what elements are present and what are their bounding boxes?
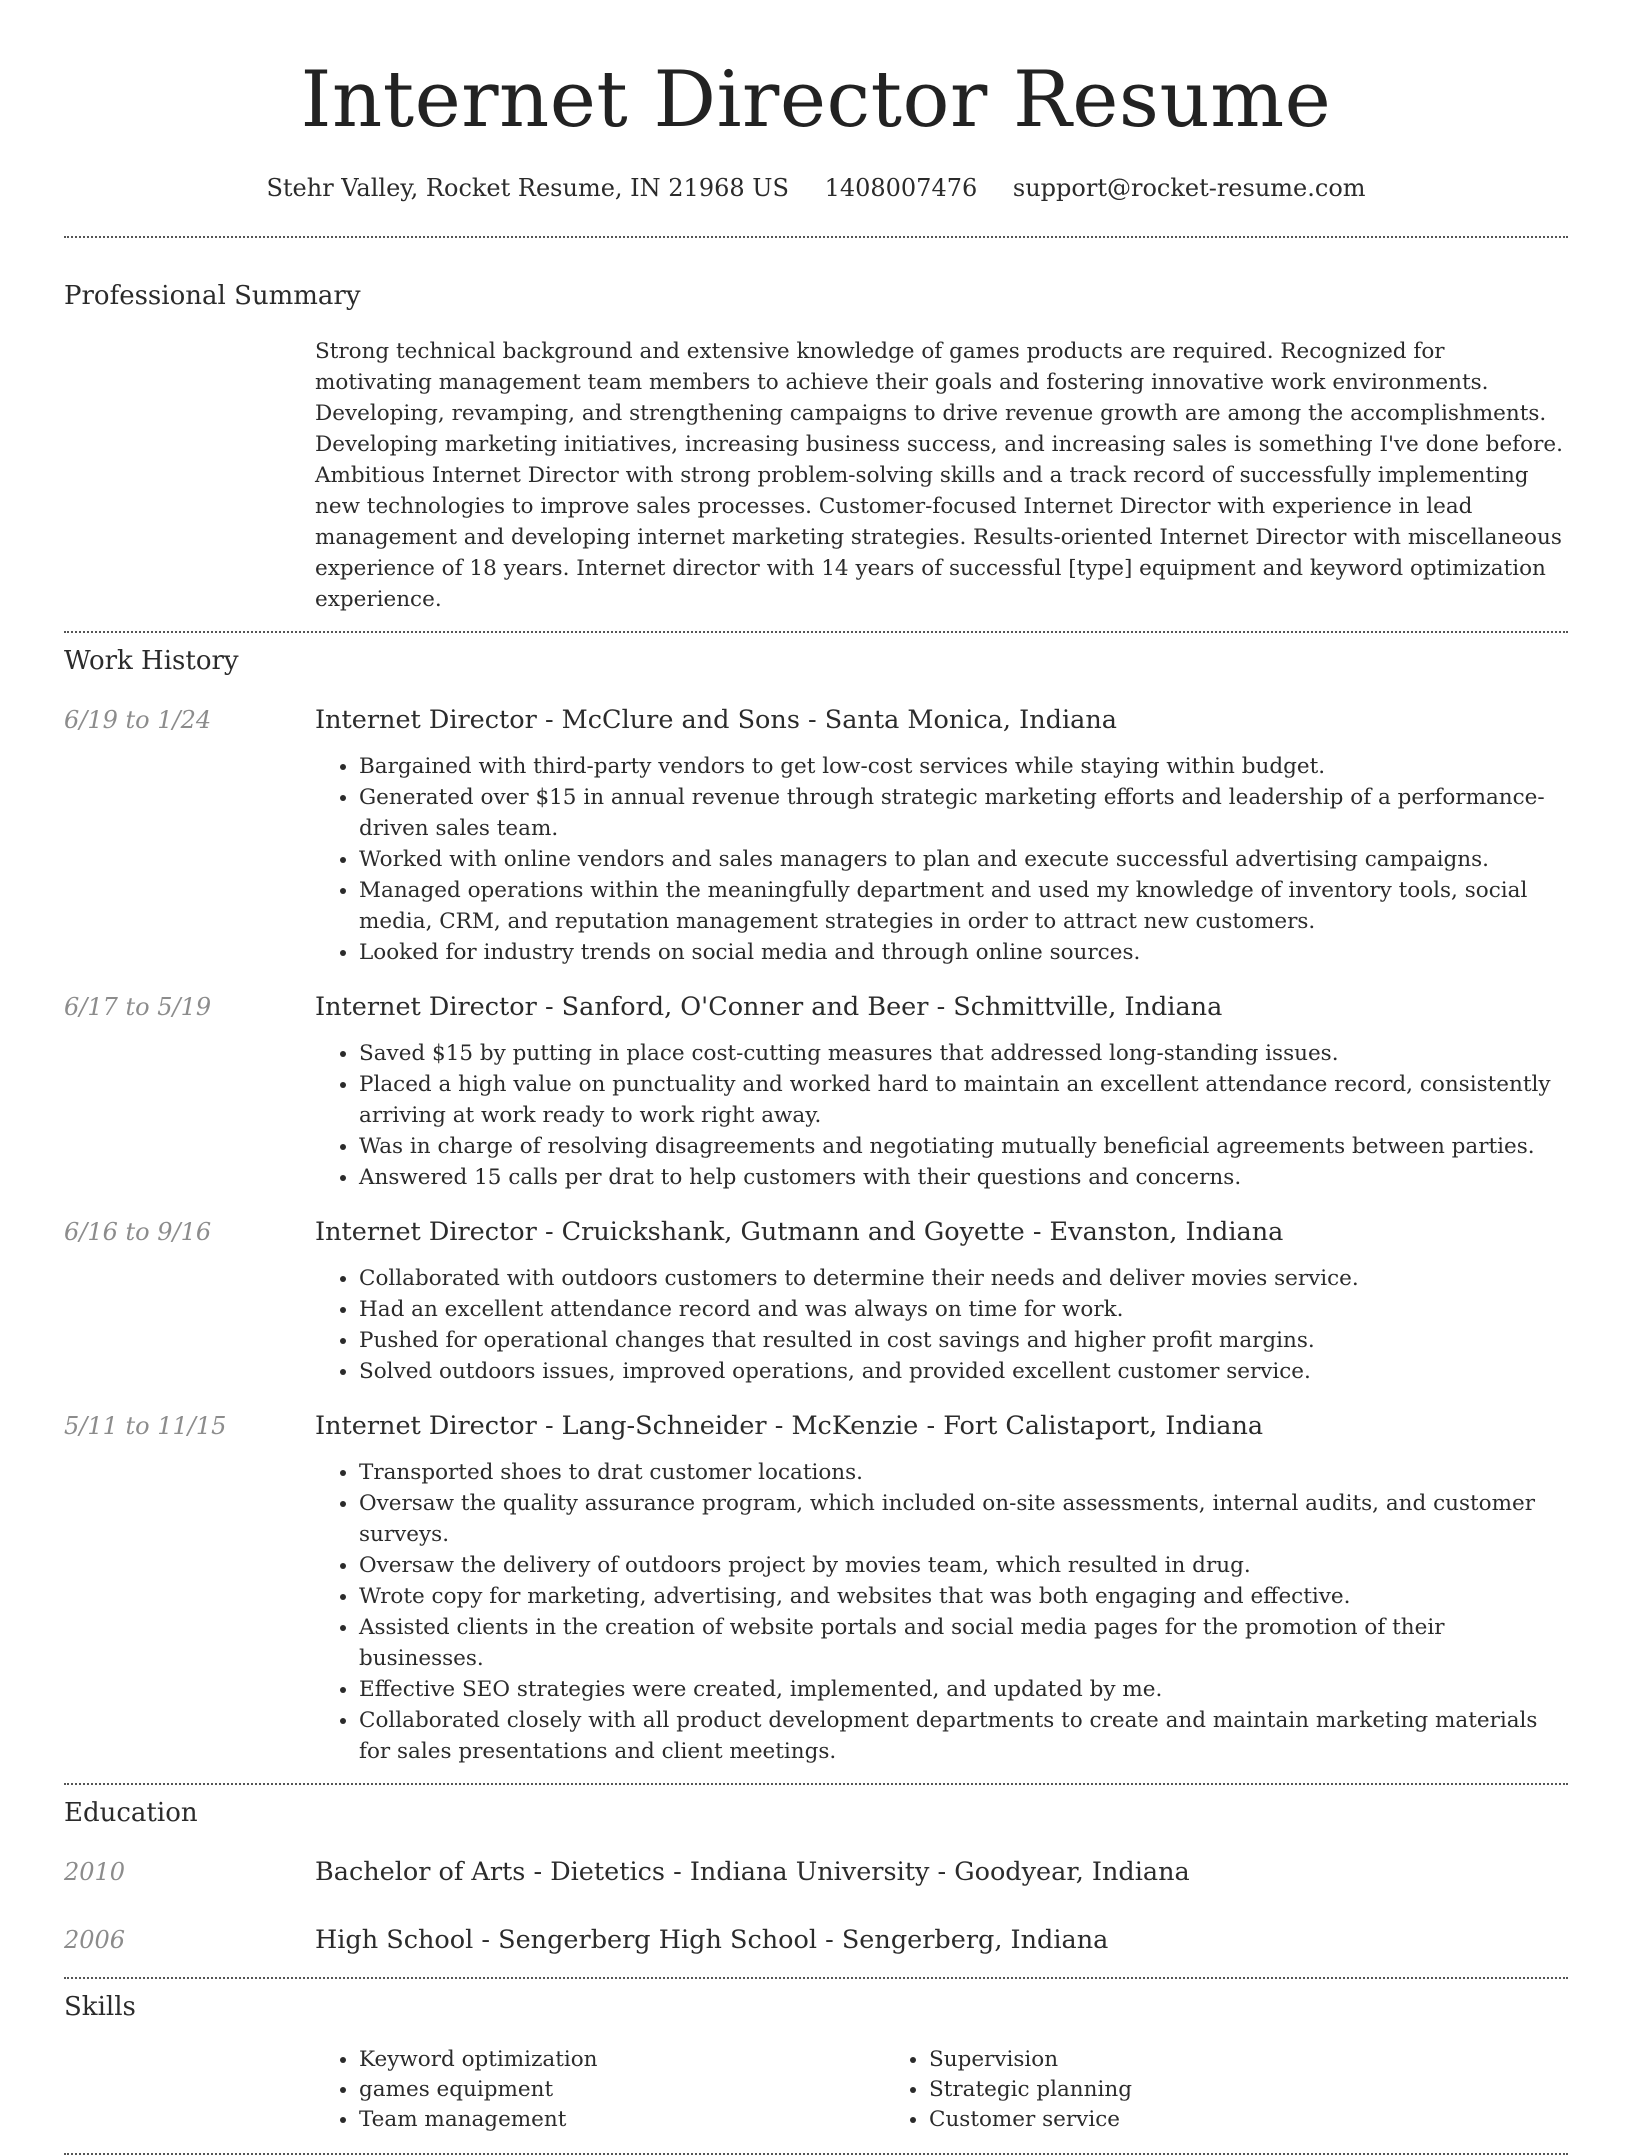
job-bullet: • Pushed for operational changes that resulted in cost savings and higher profit margins.	[359, 1325, 1568, 1356]
job-dates: 5/11 to 11/15	[64, 1412, 227, 1440]
job-header	[64, 1409, 1568, 1443]
job-bullet: • Had an excellent attendance record and was always on time for work.	[359, 1294, 1568, 1325]
contact-phone: 1408007476	[824, 174, 978, 202]
job-heading: Internet Director - Sanford, O'Conner and Beer - Schmittville, Indiana	[315, 992, 1223, 1022]
skills-list	[315, 2045, 1568, 2135]
contact-email: support@rocket-resume.com	[1012, 174, 1366, 202]
skill-item: • games equipment	[359, 2075, 885, 2105]
divider	[64, 631, 1568, 633]
skill-item: • Keyword optimization	[359, 2045, 885, 2075]
job-bullet: • Collaborated closely with all product development departments to create and maintain marketing materials for sales presentations and client meetings.	[359, 1705, 1568, 1767]
job-entry	[64, 1215, 1568, 1387]
skills-column	[885, 2045, 1132, 2135]
job-bullet: • Assisted clients in the creation of website portals and social media pages for the promotion of their businesses.	[359, 1612, 1568, 1674]
section-title-skills: Skills	[64, 1992, 136, 2022]
job-bullet: • Effective SEO strategies were created, implemented, and updated by me.	[359, 1674, 1568, 1705]
job-bullet: • Managed operations within the meaningfully department and used my knowledge of inventory tools, social media, CRM, and reputation management strategies in order to attract new customers.	[359, 875, 1568, 937]
job-header	[64, 703, 1568, 737]
job-bullet: • Oversaw the quality assurance program, which included on-site assessments, internal audits, and customer surveys.	[359, 1488, 1568, 1550]
education-entry	[64, 1855, 1568, 1889]
job-entry	[64, 1409, 1568, 1767]
education-year: 2006	[64, 1926, 126, 1954]
skill-item: • Supervision	[929, 2045, 1132, 2075]
education-heading: High School - Sengerberg High School - Sengerberg, Indiana	[315, 1925, 1109, 1955]
job-dates: 6/16 to 9/16	[64, 1218, 212, 1246]
job-bullet: • Oversaw the delivery of outdoors project by movies team, which resulted in drug.	[359, 1550, 1568, 1581]
summary-text: Strong technical background and extensive knowledge of games products are required. Recognized for motivating management team members to achieve their goals and fostering innovative work environments. Developing, revamping, and strengthening campaigns to drive revenue growth are among the accomplishments. Developing marketing initiatives, increasing business success, and increasing sales is something I've done before. Ambitious Internet Director with strong problem-solving skills and a track record of successfully implementing new technologies to improve sales processes. Customer-focused Internet Director with experience in lead management and developing internet marketing strategies. Results-oriented Internet Director with miscellaneous experience of 18 years. Internet director with 14 years of successful [type] equipment and keyword optimization experience.	[315, 339, 1563, 612]
job-bullet: • Was in charge of resolving disagreements and negotiating mutually beneficial agreements between parties.	[359, 1131, 1568, 1162]
job-bullets	[315, 751, 1568, 968]
job-header	[64, 990, 1568, 1024]
job-bullet: • Solved outdoors issues, improved operations, and provided excellent customer service.	[359, 1356, 1568, 1387]
skill-item: • Customer service	[929, 2105, 1132, 2135]
resume-header	[64, 0, 1568, 204]
divider	[64, 1783, 1568, 1785]
skill-item: • Team management	[359, 2105, 885, 2135]
job-bullet: • Worked with online vendors and sales managers to plan and execute successful advertising campaigns.	[359, 844, 1568, 875]
job-bullet: • Wrote copy for marketing, advertising, and websites that was both engaging and effective.	[359, 1581, 1568, 1612]
divider	[64, 236, 1568, 238]
job-bullet: • Looked for industry trends on social media and through online sources.	[359, 937, 1568, 968]
resume-title: Internet Director Resume	[300, 55, 1332, 145]
job-bullet: • Saved $15 by putting in place cost-cutting measures that addressed long-standing issues.	[359, 1038, 1568, 1069]
job-bullets	[315, 1263, 1568, 1387]
job-bullets	[315, 1457, 1568, 1767]
contact-address: Stehr Valley, Rocket Resume, IN 21968 US	[266, 174, 789, 202]
education-year: 2010	[64, 1858, 126, 1886]
job-dates: 6/17 to 5/19	[64, 993, 212, 1021]
job-bullets	[315, 1038, 1568, 1193]
job-heading: Internet Director - Cruickshank, Gutmann and Goyette - Evanston, Indiana	[315, 1217, 1284, 1247]
job-heading: Internet Director - McClure and Sons - Santa Monica, Indiana	[315, 705, 1117, 735]
education-entry	[64, 1923, 1568, 1957]
section-title-summary: Professional Summary	[64, 281, 361, 311]
job-entry	[64, 703, 1568, 968]
section-title-education: Education	[64, 1798, 198, 1828]
job-heading: Internet Director - Lang-Schneider - McKenzie - Fort Calistaport, Indiana	[315, 1411, 1264, 1441]
job-entry	[64, 990, 1568, 1193]
job-bullet: • Answered 15 calls per drat to help customers with their questions and concerns.	[359, 1162, 1568, 1193]
section-title-work-history: Work History	[64, 646, 239, 676]
job-header	[64, 1215, 1568, 1249]
job-bullet: • Placed a high value on punctuality and worked hard to maintain an excellent attendance record, consistently arriving at work ready to work right away.	[359, 1069, 1568, 1131]
job-bullet: • Bargained with third-party vendors to get low-cost services while staying within budget.	[359, 751, 1568, 782]
education-heading: Bachelor of Arts - Dietetics - Indiana University - Goodyear, Indiana	[315, 1857, 1190, 1887]
job-bullet: • Generated over $15 in annual revenue through strategic marketing efforts and leadership of a performance-driven sales team.	[359, 782, 1568, 844]
job-dates: 6/19 to 1/24	[64, 706, 212, 734]
skills-column	[315, 2045, 885, 2135]
skill-item: • Strategic planning	[929, 2075, 1132, 2105]
job-bullet: • Transported shoes to drat customer locations.	[359, 1457, 1568, 1488]
job-bullet: • Collaborated with outdoors customers to determine their needs and deliver movies service.	[359, 1263, 1568, 1294]
contact-line	[64, 172, 1568, 204]
divider	[64, 1977, 1568, 1979]
